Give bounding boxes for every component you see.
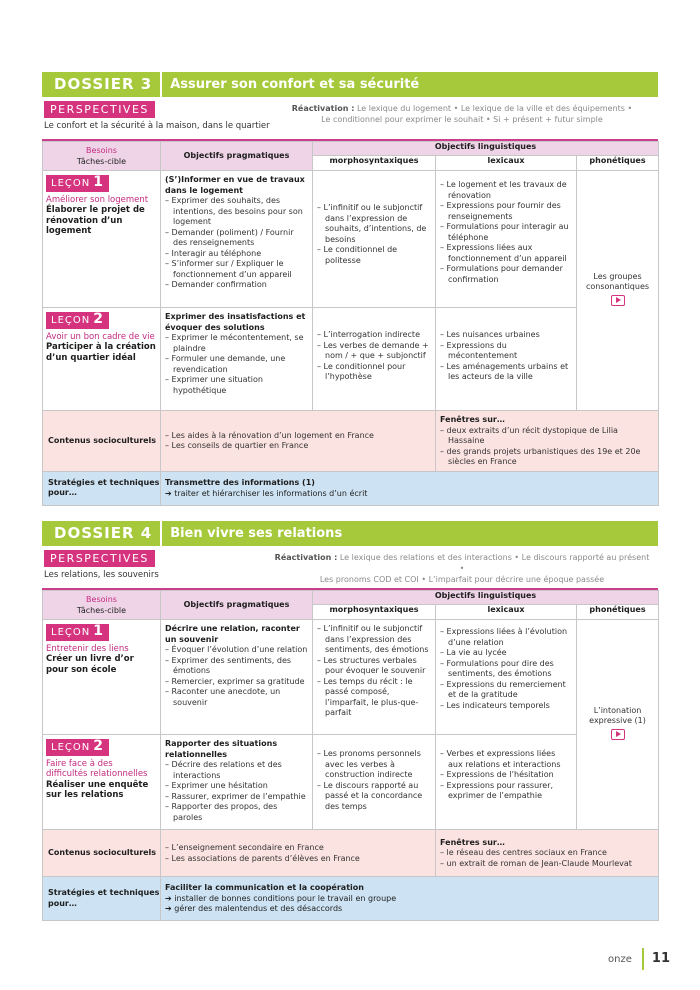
pragmatiques-list xyxy=(165,196,308,291)
list-item: – Les verbes de demande + nom / + que + subjonctif xyxy=(317,341,431,362)
header-besoins xyxy=(43,591,161,620)
lexicaux-list xyxy=(440,330,572,383)
header-morphosyntaxiques: morphosyntaxiques xyxy=(313,605,436,620)
list-item: – S’informer sur / Expliquer le fonctionnement d’un appareil xyxy=(165,259,308,280)
play-audio-icon[interactable] xyxy=(611,295,625,306)
lecon-title: Entretenir des liens xyxy=(46,643,129,654)
strategies-content xyxy=(161,877,659,921)
pragmatiques-list xyxy=(165,760,308,823)
list-item: – Formuler une demande, une revendication xyxy=(165,354,308,375)
list-item: – Les indicateurs temporels xyxy=(440,701,572,712)
list-item: – Les pronoms personnels avec les verbes à construction indirecte xyxy=(317,749,431,781)
fenetres-content xyxy=(436,830,659,877)
list-item: – le réseau des centres sociaux en France xyxy=(440,848,654,859)
morpho-list xyxy=(317,749,431,812)
strategies-heading: Faciliter la communication et la coopération xyxy=(165,883,364,893)
dossier-3 xyxy=(42,72,658,506)
dossier-header xyxy=(42,521,658,546)
lexicaux-cell xyxy=(436,308,577,411)
lecon-tag-label: LEÇON xyxy=(51,742,91,753)
list-item: – Les conseils de quartier en France xyxy=(165,441,431,452)
lecon-number: 2 xyxy=(93,311,104,327)
morpho-list xyxy=(317,330,431,383)
morpho-cell xyxy=(313,171,436,308)
list-item: – Les aides à la rénovation d’un logement en France xyxy=(165,431,431,442)
lexicaux-list xyxy=(440,627,572,711)
pragmatiques-heading: Exprimer des insatisfactions et évoquer des solutions xyxy=(165,312,306,332)
header-besoins-label: Besoins xyxy=(86,146,117,155)
list-item: – La vie au lycée xyxy=(440,648,572,659)
reactivation-line-1: Le lexique des relations et des interactions • Le discours rapporté au présent • xyxy=(337,553,650,573)
page-word: onze xyxy=(608,953,632,965)
list-item: – Demander (poliment) / Fournir des renseignements xyxy=(165,228,308,249)
morpho-list xyxy=(317,624,431,719)
list-item: – Les associations de parents d’élèves en France xyxy=(165,854,431,865)
reactivation-line-2: Le conditionnel pour exprimer le souhait • Si + présent + futur simple xyxy=(321,115,603,124)
lexicaux-cell xyxy=(436,171,577,308)
phonetiques-text: Les groupes consonantiques xyxy=(585,271,650,292)
list-item: – Expressions du mécontentement xyxy=(440,341,572,362)
phonetiques-cell xyxy=(577,171,659,411)
morpho-cell xyxy=(313,620,436,735)
dossier-tag: DOSSIER 3 xyxy=(42,72,162,97)
list-item: – Le discours rapporté au passé et la concordance des temps xyxy=(317,781,431,813)
list-item: – Les aménagements urbains et les acteurs de la ville xyxy=(440,362,572,383)
header-lexicaux: lexicaux xyxy=(436,605,577,620)
strategies-item: ➔ installer de bonnes conditions pour le travail en groupe xyxy=(165,893,397,903)
lecon-tag xyxy=(46,624,109,641)
lecon-title: Faire face à des difficultés relationnelles xyxy=(46,758,148,779)
strategies-content xyxy=(161,471,659,505)
header-phonetiques: phonétiques xyxy=(577,605,659,620)
header-lexicaux: lexicaux xyxy=(436,156,577,171)
pragmatiques-cell xyxy=(161,620,313,735)
list-item: – un extrait de roman de Jean-Claude Mourlevat xyxy=(440,859,654,870)
pragmatiques-list xyxy=(165,333,308,396)
pragmatiques-cell xyxy=(161,171,313,308)
perspectives-row xyxy=(42,546,658,590)
lecon-number: 2 xyxy=(93,738,104,754)
lecon-tag-label: LEÇON xyxy=(51,178,91,189)
fenetres-content xyxy=(436,411,659,472)
morpho-list xyxy=(317,203,431,266)
lecon-tag xyxy=(46,175,109,192)
list-item: – des grands projets urbanistiques des 19e et 20e siècles en France xyxy=(440,447,654,468)
list-item: – L’infinitif ou le subjonctif dans l’expression de souhaits, d’intentions, de besoins xyxy=(317,203,431,245)
dossier-tag: DOSSIER 4 xyxy=(42,521,162,546)
dossier-header xyxy=(42,72,658,97)
socio-label: Contenus socioculturels xyxy=(43,830,161,877)
list-item: – Exprimer une situation hypothétique xyxy=(165,375,308,396)
list-item: – Le conditionnel de politesse xyxy=(317,245,431,266)
reactivation-label: Réactivation : xyxy=(291,104,355,113)
lecon-task: Participer à la création d’un quartier idéal xyxy=(46,342,156,363)
pragmatiques-heading: Décrire une relation, raconter un souvenir xyxy=(165,624,300,644)
list-item: – L’interrogation indirecte xyxy=(317,330,431,341)
socio-content xyxy=(161,411,436,472)
lecon-2-cell xyxy=(43,308,161,411)
header-taches-label: Tâches-cible xyxy=(76,156,127,166)
list-item: – Expressions pour fournir des renseignements xyxy=(440,201,572,222)
list-item: – Les structures verbales pour évoquer le souvenir xyxy=(317,656,431,677)
list-item: – Expressions pour rassurer, exprimer de l’empathie xyxy=(440,781,572,802)
list-item: – Expressions de l’hésitation xyxy=(440,770,572,781)
list-item: – Les nuisances urbaines xyxy=(440,330,572,341)
lecon-number: 1 xyxy=(93,174,104,190)
list-item: – Raconter une anecdote, un souvenir xyxy=(165,687,308,708)
strategies-label: Stratégies et techniques pour… xyxy=(43,471,161,505)
lecon-task: Élaborer le projet de rénovation d’un logement xyxy=(46,205,145,236)
header-objectifs-linguistiques: Objectifs linguistiques xyxy=(313,591,659,605)
list-item: – L’enseignement secondaire en France xyxy=(165,843,431,854)
page-footer xyxy=(608,948,670,970)
header-objectifs-pragmatiques: Objectifs pragmatiques xyxy=(161,591,313,620)
dossier-title: Assurer son confort et sa sécurité xyxy=(170,77,420,92)
pragmatiques-cell xyxy=(161,735,313,830)
header-besoins-label: Besoins xyxy=(86,595,117,604)
header-taches-label: Tâches-cible xyxy=(76,605,127,615)
lecon-task: Réaliser une enquête sur les relations xyxy=(46,779,149,800)
list-item: – Expressions du remerciement et de la gratitude xyxy=(440,680,572,701)
perspectives-tag: PERSPECTIVES xyxy=(44,550,155,567)
strategies-heading: Transmettre des informations (1) xyxy=(165,478,315,487)
lecon-tag-label: LEÇON xyxy=(51,627,91,638)
fenetres-list xyxy=(440,426,654,468)
list-item: – Expressions liées aux fonctionnement d’un appareil xyxy=(440,243,572,264)
lecon-1-cell xyxy=(43,171,161,308)
header-objectifs-pragmatiques: Objectifs pragmatiques xyxy=(161,142,313,171)
list-item: – Exprimer des souhaits, des intentions, des besoins pour son logement xyxy=(165,196,308,228)
list-item: – Rapporter des propos, des paroles xyxy=(165,802,308,823)
list-item: – Évoquer l’évolution d’une relation xyxy=(165,645,308,656)
list-item: – Exprimer le mécontentement, se plaindre xyxy=(165,333,308,354)
reactivation xyxy=(272,552,652,585)
phonetiques-text: L’intonation expressive (1) xyxy=(589,705,646,726)
morpho-cell xyxy=(313,308,436,411)
play-audio-icon[interactable] xyxy=(611,729,625,740)
socio-content xyxy=(161,830,436,877)
list-item: – Rassurer, exprimer de l’empathie xyxy=(165,792,308,803)
list-item: – Remercier, exprimer sa gratitude xyxy=(165,677,308,688)
perspectives-tag: PERSPECTIVES xyxy=(44,101,155,118)
lexicaux-list xyxy=(440,749,572,802)
reactivation-line-2: Les pronoms COD et COI • L’imparfait pour décrire une époque passée xyxy=(319,575,605,584)
lecon-2-cell xyxy=(43,735,161,830)
header-morphosyntaxiques: morphosyntaxiques xyxy=(313,156,436,171)
perspectives-subtitle: Le confort et la sécurité à la maison, dans le quartier xyxy=(44,121,270,131)
lecon-tag-label: LEÇON xyxy=(51,315,91,326)
fenetres-title: Fenêtres sur… xyxy=(440,837,505,847)
list-item: – Formulations pour dire des sentiments, des émotions xyxy=(440,659,572,680)
list-item: – Le conditionnel pour l’hypothèse xyxy=(317,362,431,383)
dossier-title: Bien vivre ses relations xyxy=(170,526,343,541)
socio-list xyxy=(165,843,431,864)
list-item: – Le logement et les travaux de rénovation xyxy=(440,180,572,201)
pragmatiques-cell xyxy=(161,308,313,411)
morpho-cell xyxy=(313,735,436,830)
perspectives-subtitle: Les relations, les souvenirs xyxy=(44,570,159,580)
list-item: – Verbes et expressions liées aux relations et interactions xyxy=(440,749,572,770)
lexicaux-cell xyxy=(436,620,577,735)
lecon-task: Créer un livre d’or pour son école xyxy=(46,654,134,675)
lecon-title: Améliorer son logement xyxy=(46,194,149,205)
pragmatiques-heading: (S’)Informer en vue de travaux dans le logement xyxy=(165,175,305,195)
pragmatiques-heading: Rapporter des situations relationnelles xyxy=(165,739,278,759)
list-item: – Interagir au téléphone xyxy=(165,249,308,260)
lecon-title: Avoir un bon cadre de vie xyxy=(46,331,155,342)
list-item: – Demander confirmation xyxy=(165,280,308,291)
lecon-tag xyxy=(46,312,109,329)
fenetres-list xyxy=(440,848,654,869)
pragmatiques-list xyxy=(165,645,308,708)
phonetiques-cell xyxy=(577,620,659,830)
list-item: – Formulations pour interagir au téléphone xyxy=(440,222,572,243)
perspectives-row xyxy=(42,97,658,141)
list-item: – L’infinitif ou le subjonctif dans l’expression des sentiments, des émotions xyxy=(317,624,431,656)
list-item: – deux extraits d’un récit dystopique de Lilia Hassaine xyxy=(440,426,654,447)
objectives-table xyxy=(42,141,659,506)
header-phonetiques: phonétiques xyxy=(577,156,659,171)
lexicaux-list xyxy=(440,180,572,285)
lecon-1-cell xyxy=(43,620,161,735)
list-item: – Exprimer des sentiments, des émotions xyxy=(165,656,308,677)
reactivation xyxy=(272,103,652,125)
reactivation-label: Réactivation : xyxy=(274,553,338,562)
socio-list xyxy=(165,431,431,452)
list-item: – Les temps du récit : le passé composé, l’imparfait, le plus-que-parfait xyxy=(317,677,431,719)
header-besoins xyxy=(43,142,161,171)
reactivation-line-1: Le lexique du logement • Le lexique de la ville et des équipements • xyxy=(354,104,633,113)
strategies-item: ➔ traiter et hiérarchiser les informations d’un écrit xyxy=(165,488,368,498)
dossier-4 xyxy=(42,521,658,921)
list-item: – Décrire des relations et des interactions xyxy=(165,760,308,781)
strategies-item: ➔ gérer des malentendus et des désaccords xyxy=(165,904,343,914)
lecon-number: 1 xyxy=(93,623,104,639)
header-objectifs-linguistiques: Objectifs linguistiques xyxy=(313,142,659,156)
lexicaux-cell xyxy=(436,735,577,830)
list-item: – Formulations pour demander confirmation xyxy=(440,264,572,285)
list-item: – Expressions liées à l’évolution d’une relation xyxy=(440,627,572,648)
page-number: 11 xyxy=(642,948,670,970)
fenetres-title: Fenêtres sur… xyxy=(440,415,505,424)
socio-label: Contenus socioculturels xyxy=(43,411,161,472)
strategies-label: Stratégies et techniques pour… xyxy=(43,877,161,921)
list-item: – Exprimer une hésitation xyxy=(165,781,308,792)
objectives-table xyxy=(42,590,659,921)
lecon-tag xyxy=(46,739,109,756)
